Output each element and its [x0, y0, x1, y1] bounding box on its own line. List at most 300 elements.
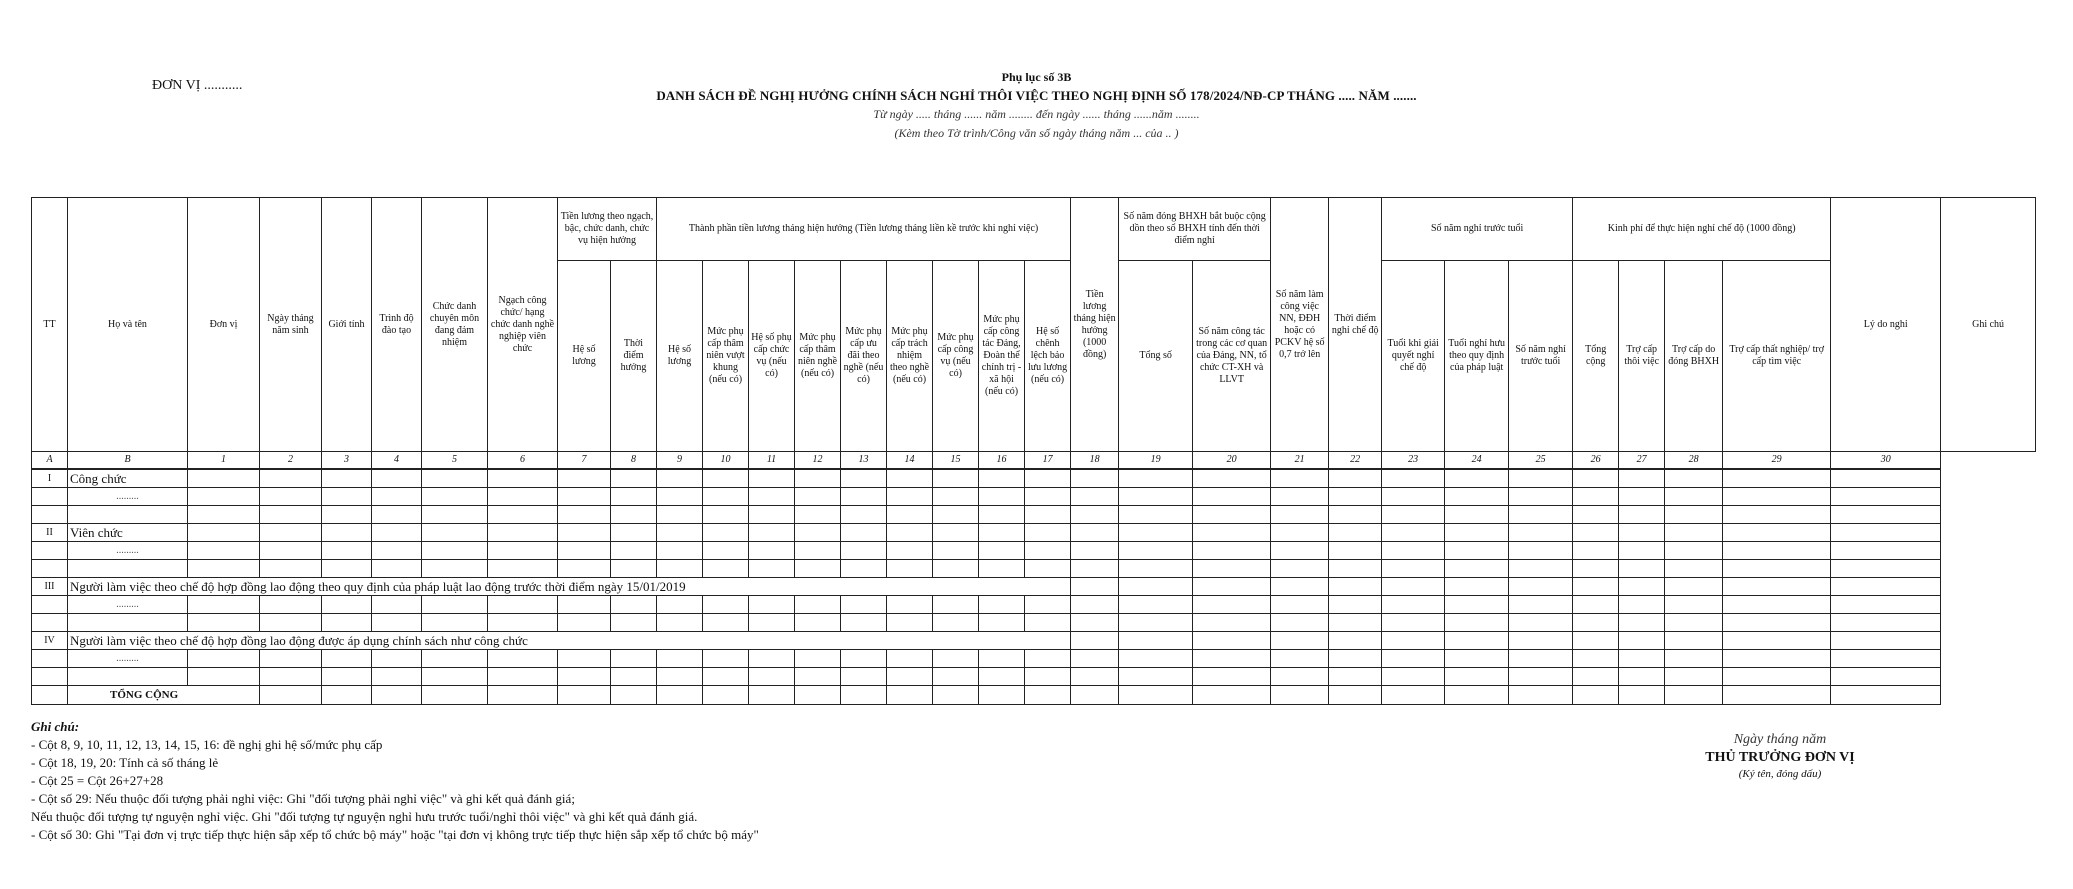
table-cell [1573, 596, 1619, 614]
table-cell [1509, 506, 1573, 524]
table-cell [979, 560, 1025, 578]
column-number: 25 [1509, 452, 1573, 470]
table-cell [1119, 686, 1193, 705]
table-cell [1329, 668, 1382, 686]
table-cell [933, 506, 979, 524]
column-number: 17 [1025, 452, 1071, 470]
table-cell [1071, 542, 1119, 560]
header-col-26: Trợ cấp thôi việc [1619, 261, 1665, 452]
table-cell [1665, 506, 1723, 524]
table-cell [32, 614, 68, 632]
table-cell [749, 596, 795, 614]
table-cell [1193, 686, 1271, 705]
section-row [32, 524, 2036, 542]
table-cell [1119, 578, 1193, 596]
table-cell [422, 686, 488, 705]
table-cell [32, 686, 68, 705]
table-cell [1573, 488, 1619, 506]
table-cell [657, 668, 703, 686]
table-row [32, 506, 2036, 524]
table-cell [260, 506, 322, 524]
table-cell [887, 469, 933, 488]
header-col-8: Hệ số lương [657, 261, 703, 452]
table-cell [1665, 614, 1723, 632]
total-label: TỔNG CỘNG [68, 686, 260, 705]
table-cell [933, 542, 979, 560]
table-cell [1382, 578, 1445, 596]
table-cell [188, 596, 260, 614]
table-cell [1831, 506, 1941, 524]
note-line: - Cột 8, 9, 10, 11, 12, 13, 14, 15, 16: đề nghị ghi hệ số/mức phụ cấp [31, 737, 383, 752]
table-cell [841, 488, 887, 506]
table-cell [1509, 560, 1573, 578]
note-line: - Cột số 30: Ghi "Tại đơn vị trực tiếp thực hiện sắp xếp tổ chức bộ máy" hoặc "tại đơn vị không trực tiếp thực hiện sắp xếp tổ chức bộ máy" [31, 827, 759, 842]
table-cell [1445, 542, 1509, 560]
table-cell [1445, 560, 1509, 578]
table-cell [1723, 524, 1831, 542]
table-cell [933, 560, 979, 578]
table-cell [1831, 668, 1941, 686]
header-rank: Ngạch công chức/ hạng chức danh nghề nghiệp viên chức [488, 198, 558, 452]
table-cell [795, 488, 841, 506]
table-cell [322, 524, 372, 542]
table-cell [68, 614, 188, 632]
table-cell [1382, 542, 1445, 560]
column-number: 4 [372, 452, 422, 470]
table-cell [322, 506, 372, 524]
header-col-30: Ghi chú [1941, 198, 2036, 452]
table-cell [1271, 632, 1329, 650]
column-number: 24 [1445, 452, 1509, 470]
header-col-29: Lý do nghỉ [1831, 198, 1941, 452]
table-cell [703, 650, 749, 668]
table-row [32, 542, 2036, 560]
signature-subtitle: (Ký tên, đóng dấu) [1738, 768, 1822, 780]
table-cell [1025, 469, 1071, 488]
column-number: A [32, 452, 68, 470]
table-cell [1193, 506, 1271, 524]
table-cell [1619, 668, 1665, 686]
table-cell [372, 524, 422, 542]
table-cell [1831, 560, 1941, 578]
table-cell [749, 650, 795, 668]
column-number: 13 [841, 452, 887, 470]
attachment-line: (Kèm theo Tờ trình/Công văn số ngày tháng năm ... của .. ) [894, 126, 1179, 140]
table-cell [488, 614, 558, 632]
table-cell [488, 469, 558, 488]
table-cell [1665, 632, 1723, 650]
table-cell [1025, 668, 1071, 686]
table-cell [558, 469, 611, 488]
column-number-row [32, 452, 2036, 470]
table-cell [887, 506, 933, 524]
table-cell [68, 560, 188, 578]
table-cell [1071, 560, 1119, 578]
table-cell [488, 488, 558, 506]
table-cell [657, 524, 703, 542]
table-cell [322, 686, 372, 705]
table-cell [1271, 596, 1329, 614]
table-cell [1193, 488, 1271, 506]
total-row [32, 686, 2036, 705]
table-cell [1665, 596, 1723, 614]
table-cell [1445, 469, 1509, 488]
table-cell [1382, 686, 1445, 705]
column-number: 26 [1573, 452, 1619, 470]
table-cell [32, 506, 68, 524]
table-cell [1573, 668, 1619, 686]
table-cell [32, 560, 68, 578]
column-number: 3 [322, 452, 372, 470]
table-cell [1619, 686, 1665, 705]
header-salary-grade-group: Tiền lương theo ngạch, bậc, chức danh, chức vụ hiện hưởng [558, 198, 657, 261]
header-col-15: Mức phụ cấp công tác Đảng, Đoàn thể chính trị - xã hội (nếu có) [979, 261, 1025, 452]
table-cell [1723, 668, 1831, 686]
table-row [32, 650, 2036, 668]
header-col-14: Mức phụ cấp công vụ (nếu có) [933, 261, 979, 452]
table-cell [657, 650, 703, 668]
table-cell [979, 668, 1025, 686]
table-cell [1723, 650, 1831, 668]
column-number: 8 [611, 452, 657, 470]
table-cell [422, 614, 488, 632]
table-cell [611, 469, 657, 488]
table-cell [1445, 596, 1509, 614]
table-cell [749, 542, 795, 560]
table-cell [887, 596, 933, 614]
table-cell [1193, 524, 1271, 542]
header-early-group: Số năm nghỉ trước tuổi [1382, 198, 1573, 261]
table-cell [1119, 632, 1193, 650]
table-cell [260, 469, 322, 488]
table-cell [1193, 614, 1271, 632]
table-row [32, 560, 2036, 578]
header-col-7: Thời điểm hưởng [611, 261, 657, 452]
table-cell [1445, 506, 1509, 524]
table-cell [322, 614, 372, 632]
table-cell [1071, 632, 1119, 650]
table-cell [1445, 632, 1509, 650]
header-dob: Ngày tháng năm sinh [260, 198, 322, 452]
table-cell [1619, 632, 1665, 650]
column-number: 27 [1619, 452, 1665, 470]
table-cell [1329, 596, 1382, 614]
table-cell [611, 488, 657, 506]
table-cell [558, 686, 611, 705]
appendix-number: Phụ lục số 3B [1001, 70, 1072, 84]
table-cell [32, 596, 68, 614]
table-cell [841, 560, 887, 578]
table-cell [657, 506, 703, 524]
header-col-19: Số năm công tác trong các cơ quan của Đảng, NN, tổ chức CT-XH và LLVT [1193, 261, 1271, 452]
table-cell [887, 650, 933, 668]
table-cell [422, 596, 488, 614]
table-cell [657, 542, 703, 560]
table-cell [558, 488, 611, 506]
table-cell [488, 686, 558, 705]
table-cell [841, 542, 887, 560]
table-cell [188, 488, 260, 506]
table-cell [1509, 632, 1573, 650]
table-cell [1271, 650, 1329, 668]
table-cell [422, 560, 488, 578]
table-cell [933, 686, 979, 705]
table-cell [703, 686, 749, 705]
table-cell [1573, 578, 1619, 596]
table-cell [795, 560, 841, 578]
table-cell [372, 542, 422, 560]
table-cell [1665, 488, 1723, 506]
table-cell [795, 469, 841, 488]
table-cell [1071, 596, 1119, 614]
section-number: III [32, 578, 68, 596]
header-col-20: Số năm làm công việc NN, ĐĐH hoặc có PCKV hệ số 0,7 trở lên [1271, 198, 1329, 452]
header-unit: Đơn vị [188, 198, 260, 452]
table-cell [1271, 668, 1329, 686]
table-cell [611, 668, 657, 686]
table-cell [887, 686, 933, 705]
table-cell [841, 686, 887, 705]
header-tt: TT [32, 198, 68, 452]
table-cell [1573, 650, 1619, 668]
table-cell [1329, 469, 1382, 488]
table-cell [1665, 578, 1723, 596]
table-cell [657, 469, 703, 488]
signature-date: Ngày tháng năm [1733, 732, 1827, 747]
table-cell [322, 596, 372, 614]
table-cell [841, 469, 887, 488]
table-cell [933, 614, 979, 632]
table-cell [32, 542, 68, 560]
table-cell [795, 596, 841, 614]
table-cell [749, 668, 795, 686]
table-cell [1119, 560, 1193, 578]
table-cell [1723, 578, 1831, 596]
table-cell [611, 650, 657, 668]
table-cell [488, 542, 558, 560]
table-cell [1665, 686, 1723, 705]
table-row [32, 668, 2036, 686]
table-cell [188, 650, 260, 668]
table-cell [795, 506, 841, 524]
table-cell [1193, 596, 1271, 614]
table-cell [188, 524, 260, 542]
table-cell [1665, 650, 1723, 668]
table-cell [1573, 542, 1619, 560]
table-cell [422, 524, 488, 542]
header-bhxh-group: Số năm đóng BHXH bắt buộc cộng dồn theo sổ BHXH tính đến thời điểm nghỉ [1119, 198, 1271, 261]
table-cell [1071, 506, 1119, 524]
table-cell [703, 614, 749, 632]
table-cell [703, 542, 749, 560]
header-components-group: Thành phần tiền lương tháng hiện hưởng (Tiền lương tháng liền kề trước khi nghỉ việc) [657, 198, 1071, 261]
signature-title: THỦ TRƯỞNG ĐƠN VỊ [1705, 750, 1855, 765]
table-cell [979, 650, 1025, 668]
table-cell [979, 542, 1025, 560]
table-cell [611, 542, 657, 560]
table-cell [1193, 542, 1271, 560]
table-cell [1509, 596, 1573, 614]
period-line: Từ ngày ..... tháng ...... năm ........ đến ngày ...... tháng ......năm ........ [873, 107, 1200, 121]
table-cell [422, 668, 488, 686]
table-cell [1723, 488, 1831, 506]
header-gender: Giới tính [322, 198, 372, 452]
table-cell [1382, 668, 1445, 686]
table-cell [1509, 614, 1573, 632]
column-number: 30 [1831, 452, 1941, 470]
table-cell [1025, 560, 1071, 578]
table-cell [1329, 506, 1382, 524]
table-cell [322, 469, 372, 488]
column-number: 16 [979, 452, 1025, 470]
table-cell [1445, 524, 1509, 542]
table-cell [1831, 596, 1941, 614]
table-cell [1025, 524, 1071, 542]
table-cell [1445, 668, 1509, 686]
table-cell [1573, 614, 1619, 632]
column-number: 7 [558, 452, 611, 470]
table-cell [1619, 542, 1665, 560]
table-cell [1723, 614, 1831, 632]
table-cell [422, 469, 488, 488]
column-number: 19 [1119, 452, 1193, 470]
table-cell [1119, 614, 1193, 632]
table-cell [933, 596, 979, 614]
table-cell [1271, 469, 1329, 488]
table-cell [1271, 614, 1329, 632]
table-cell [422, 506, 488, 524]
table-cell [1445, 488, 1509, 506]
table-cell [1025, 650, 1071, 668]
table-cell [1831, 578, 1941, 596]
section-label: Công chức [68, 469, 188, 488]
table-cell [372, 686, 422, 705]
table-cell [795, 686, 841, 705]
column-number: 22 [1329, 452, 1382, 470]
table-cell [260, 488, 322, 506]
table-cell [558, 506, 611, 524]
column-number: 28 [1665, 452, 1723, 470]
table-cell [1509, 524, 1573, 542]
table-cell [1723, 542, 1831, 560]
column-number: 23 [1382, 452, 1445, 470]
table-cell [1723, 596, 1831, 614]
table-cell [1329, 542, 1382, 560]
table-cell [1025, 488, 1071, 506]
table-cell [488, 596, 558, 614]
table-cell [322, 668, 372, 686]
table-cell [1445, 650, 1509, 668]
column-number: 10 [703, 452, 749, 470]
table-cell [1573, 560, 1619, 578]
table-cell [1193, 469, 1271, 488]
table-cell [1025, 614, 1071, 632]
table-cell [188, 560, 260, 578]
table-cell [1573, 524, 1619, 542]
table-cell [979, 469, 1025, 488]
table-cell [1071, 650, 1119, 668]
column-number: 6 [488, 452, 558, 470]
table-cell [1329, 632, 1382, 650]
table-cell [1271, 488, 1329, 506]
table-cell [933, 524, 979, 542]
table-cell [979, 614, 1025, 632]
table-cell [1723, 506, 1831, 524]
notes-block [31, 718, 759, 844]
table-cell [322, 488, 372, 506]
table-cell [1382, 488, 1445, 506]
column-number: 2 [260, 452, 322, 470]
table-cell [703, 524, 749, 542]
table-cell [1119, 524, 1193, 542]
table-cell [979, 488, 1025, 506]
table-cell [1193, 632, 1271, 650]
table-cell [372, 668, 422, 686]
table-cell [1271, 524, 1329, 542]
table-cell [1665, 524, 1723, 542]
header-education: Trình độ đào tạo [372, 198, 422, 452]
table-cell [1119, 668, 1193, 686]
table-cell [841, 614, 887, 632]
table-cell [749, 614, 795, 632]
table-cell [260, 542, 322, 560]
table-cell [1509, 650, 1573, 668]
table-cell [1619, 596, 1665, 614]
table-cell [1831, 650, 1941, 668]
table-cell [1193, 668, 1271, 686]
table-cell [1382, 524, 1445, 542]
table-cell [1271, 578, 1329, 596]
table-cell [1382, 632, 1445, 650]
table-cell [1619, 578, 1665, 596]
table-cell [841, 668, 887, 686]
table-cell [1071, 578, 1119, 596]
header-col-27: Trợ cấp do đóng BHXH [1665, 261, 1723, 452]
table-cell [1509, 488, 1573, 506]
table-cell [1831, 632, 1941, 650]
table-cell [1619, 488, 1665, 506]
table-cell [1619, 524, 1665, 542]
table-cell [1665, 560, 1723, 578]
table-cell [558, 524, 611, 542]
table-cell [1025, 596, 1071, 614]
note-line: - Cột số 29: Nếu thuộc đối tượng phải nghỉ việc: Ghi "đối tượng phải nghỉ việc" và ghi kết quả đánh giá; [31, 791, 575, 806]
table-cell [841, 596, 887, 614]
table-cell [422, 542, 488, 560]
table-cell [979, 596, 1025, 614]
table-cell [979, 506, 1025, 524]
table-cell [1831, 614, 1941, 632]
table-cell [1071, 614, 1119, 632]
section-label: Viên chức [68, 524, 188, 542]
header-col-28: Trợ cấp thất nghiệp/ trợ cấp tìm việc [1723, 261, 1831, 452]
table-cell [749, 506, 795, 524]
table-cell [68, 668, 188, 686]
column-number: 21 [1271, 452, 1329, 470]
table-cell [32, 650, 68, 668]
table-cell [1119, 469, 1193, 488]
table-cell: ......... [68, 488, 188, 506]
table-cell [657, 596, 703, 614]
signature-block [1660, 732, 1900, 780]
header-col-16: Hệ số chênh lệch bảo lưu lương (nếu có) [1025, 261, 1071, 452]
table-cell [933, 469, 979, 488]
table-cell [1193, 578, 1271, 596]
table-cell [1573, 469, 1619, 488]
table-cell [1382, 506, 1445, 524]
header-col-12: Mức phụ cấp ưu đãi theo nghề (nếu có) [841, 261, 887, 452]
header-col-21: Thời điểm nghỉ chế độ [1329, 198, 1382, 452]
